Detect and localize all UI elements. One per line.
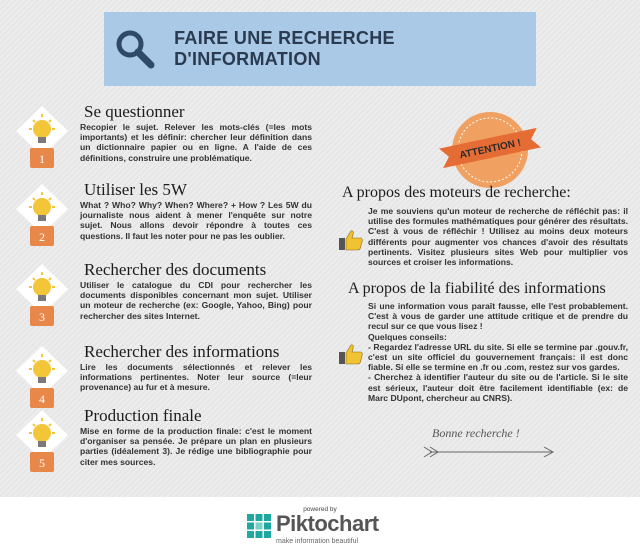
powered-by-text: powered by	[303, 506, 337, 513]
step-text: Utiliser le catalogue du CDI pour rechercher les documents disponibles concernant mon sujet. Utiliser un moteur de recherche (ex: Google, Yahoo, Bing) pour rechercher des sites Internet.	[80, 280, 312, 321]
lightbulb-icon	[14, 262, 70, 328]
step-title: Rechercher des informations	[84, 342, 280, 361]
fiabilite-tip: - Regardez l'adresse URL du site. Si elle se termine par .gouv.fr, c'est un site officiel du gouvernement français: il est donc fiable. Si elle se termine en .fr ou .com, restez sur vos gardes.	[368, 341, 628, 373]
section-text-fiabilite	[368, 301, 628, 403]
section-text-moteurs: Je me souviens qu'un moteur de recherche de réfléchit pas: il utilise des formules mathématiques pour générer des résultats. C'est à vous de réfléchir ! Utilisez au moins deux moteurs différents pour augmenter vos chances d'avoir des résultats pertinents. Visitez plusieurs sites Web pour multiplier vos sources et croiser les informations.	[368, 206, 628, 268]
step-number: 5	[39, 456, 45, 470]
lightbulb-icon	[14, 408, 70, 474]
section-title-moteurs: A propos des moteurs de recherche:	[342, 184, 571, 201]
thumbs-up-icon	[338, 228, 364, 252]
step-text: Mise en forme de la production finale: c'est le moment d'organiser sa pensée. Je prépare un plan en plusieurs parties (idéalement 3). Je rédige une bibliographie pour citer mes sources.	[80, 426, 312, 467]
footer-tagline: make information beautiful	[276, 538, 359, 545]
footer-brand: Piktochart	[276, 511, 379, 536]
fiabilite-conseils-label: Quelques conseils:	[368, 331, 447, 342]
step-title: Production finale	[84, 406, 202, 425]
step-number: 2	[39, 230, 45, 244]
page-title: FAIRE UNE RECHERCHE D'INFORMATION	[174, 28, 395, 69]
header-banner	[104, 12, 536, 86]
section-title-fiabilite: A propos de la fiabilité des informations	[348, 280, 606, 297]
step-title: Se questionner	[84, 102, 185, 121]
step-text: Recopier le sujet. Relever les mots-clés (=les mots importants) et les définir: chercher leur définition dans un dictionnaire papier ou en ligne. A l'aide de ces définitions, construire une problématique.	[80, 122, 312, 163]
step-number: 3	[39, 310, 45, 324]
piktochart-logo-icon	[246, 513, 272, 539]
thumbs-up-icon	[338, 342, 364, 366]
attention-badge	[436, 100, 544, 196]
closing-text: Bonne recherche !	[432, 426, 520, 440]
step-number: 1	[39, 152, 45, 166]
step-number: 4	[39, 392, 45, 406]
attention-label: ATTENTION !	[458, 137, 523, 162]
lightbulb-icon	[14, 182, 70, 248]
step-text: Lire les documents sélectionnés et relever les informations pertinentes. Noter leur source (=leur provenance) au fur et à mesure.	[80, 362, 312, 393]
magnifier-icon	[104, 12, 166, 86]
step-title: Rechercher des documents	[84, 260, 267, 279]
step-title: Utiliser les 5W	[84, 180, 187, 199]
lightbulb-icon	[14, 104, 70, 170]
fiabilite-tip: - Cherchez à identifier l'auteur du site ou de l'article. Si le site est sérieux, l'auteur doit être facilement identifiable (ex: de Marc DUpont, chercheur au CNRS).	[368, 372, 628, 403]
footer	[0, 497, 640, 560]
lightbulb-icon	[14, 344, 70, 410]
step-text: What ? Who? Why? When? Where? + How ? Les 5W du journaliste nous aident à mener l'enquête sur notre sujet. Nous allons devoir répondre à toutes ces questions. Il faut les noter pour ne pas les oublier.	[80, 200, 312, 241]
decorative-arrow	[420, 444, 560, 460]
fiabilite-intro: Si une information vous paraît fausse, elle l'est probablement. C'est à vous de garder une attitude critique et de prendre du recul sur ce que vous lisez !	[368, 301, 628, 332]
